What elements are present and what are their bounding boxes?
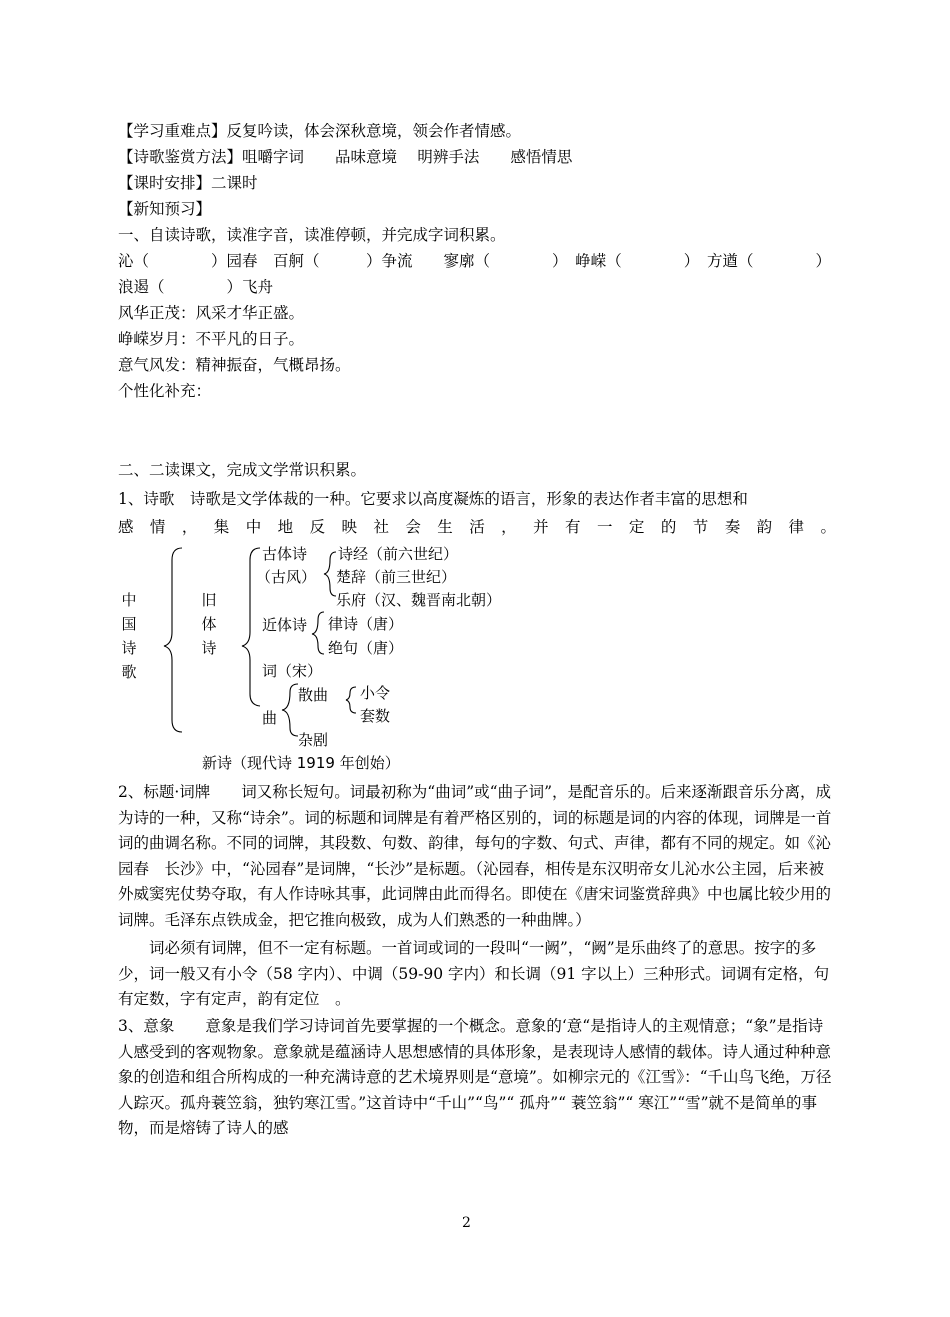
- tree-ci-label: 词（宋）: [262, 662, 323, 680]
- tree-chuci-label: 楚辞（前三世纪）: [336, 568, 457, 586]
- tree-sanqu-label: 散曲: [298, 686, 329, 704]
- brace-jinti: [312, 612, 324, 654]
- section-one-heading: 一、自读诗歌，读准字音，读准停顿，并完成字词积累。: [118, 226, 506, 244]
- preview-heading: 【新知预习】: [118, 200, 212, 218]
- tree-yuefu-label: 乐府（汉、魏晋南北朝）: [336, 591, 502, 609]
- poetry-classification-diagram: [110, 540, 570, 775]
- poetry-intro-line-1: 1、诗歌 诗歌是文学体裁的一种。它要求以高度凝炼的语言，形象的表达作者丰富的思想和: [118, 490, 748, 508]
- tree-qu-label: 曲: [262, 709, 278, 727]
- vocab-item: 峥嵘岁月：不平凡的日子。: [118, 330, 305, 348]
- appreciation-method-line: 【诗歌鉴赏方法】咀嚼字词 品味意境 明辨手法 感悟情思: [118, 148, 573, 166]
- personal-supplement-label: 个性化补充：: [118, 382, 212, 400]
- tree-zaju-label: 杂剧: [298, 731, 329, 749]
- ci-title-paragraph: 2、标题·词牌 词又称长短句。词最初称为“曲词”或“曲子词”，是配音乐的。后来逐渐跟音乐分离，成为诗的一种，又称“诗余”。词的标题和词牌是有着严格区别的，词的标题是词的内容的体现，词牌是一首词的曲调名称。不同的词牌，其段数、句数、韵律，每句的字数、句式、声律，都有不同的规定。如《沁园春 长沙》中，“沁园春”是词牌，“长沙”是标题。（沁园春，相传是东汉明帝女儿沁水公主园，后来被外威窦宪仗势夺取，有人作诗咏其事，此词牌由此而得名。即使在《唐宋词鉴赏辞典》中也属比较少用的词牌。毛泽东点铁成金，把它推向极致，成为人们熟悉的一种曲牌。）: [118, 783, 832, 929]
- vocab-item: 意气风发：精神振奋，气概昂扬。: [118, 356, 351, 374]
- brace-qu: [282, 684, 298, 736]
- ci-rules-paragraph: 词必须有词牌，但不一定有标题。一首词或词的一段叫“一阙”，“阙”是乐曲终了的意思。按字的多少，词一般又有小令（58 字内）、中调（59-90 字内）和长调（91 字以上）三种形式。词调有定格，句有定数，字有定声，韵有定位 。: [118, 939, 830, 1008]
- tree-guti-label: 古体诗: [262, 545, 308, 563]
- tree-jueju-label: 绝句（唐）: [328, 639, 404, 657]
- tree-gufeng-label: （古风）: [256, 568, 317, 586]
- brace-guti: [324, 552, 336, 596]
- tree-xiaoling-label: 小令: [360, 684, 391, 702]
- schedule-line: 【课时安排】二课时: [118, 174, 258, 192]
- tree-lvshi-label: 律诗（唐）: [328, 615, 404, 633]
- tree-shijing-label: 诗经（前六世纪）: [338, 545, 459, 563]
- poetry-intro-line-2: 感情，集中地反映社会生活，并有一定的节奏韵律。: [118, 518, 836, 536]
- vocab-item: 风华正茂：风采才华正盛。: [118, 304, 305, 322]
- tree-root-label: 中国诗歌: [121, 591, 137, 681]
- tree-xinshi-label: 新诗（现代诗 1919 年创始）: [202, 754, 400, 772]
- section-two-heading: 二、二读课文，完成文学常识积累。: [118, 461, 367, 479]
- tree-jinti-label: 近体诗: [262, 616, 308, 634]
- brace-root: [164, 548, 182, 732]
- imagery-paragraph: 3、意象 意象是我们学习诗词首先要掌握的一个概念。意象的‘意“是指诗人的主观情意；“象”是指诗人感受到的客观物象。意象就是蕴涵诗人思想感情的具体形象，是表现诗人感情的载体。诗人通过种种意象的创造和组合所构成的一种充满诗意的艺术境界则是“意境”。如柳宗元的《江雪》：“千山鸟飞绝，万径人踪灭。孤舟蓑笠翁，独钓寒江雪。”这首诗中“千山”“鸟”“ 孤舟”“ 蓑笠翁”“ 寒江”“雪”就不是简单的事物，而是熔铸了诗人的感: [118, 1017, 832, 1137]
- tree-old-poetry-label: 旧体诗: [201, 591, 217, 657]
- brace-sanqu: [346, 687, 356, 713]
- page-number: 2: [462, 1215, 471, 1231]
- pronunciation-exercise-line-2: 浪遏（ ）飞舟: [118, 278, 274, 296]
- key-points-line: 【学习重难点】反复吟读，体会深秋意境，领会作者情感。: [118, 122, 522, 140]
- tree-taoshu-label: 套数: [360, 707, 391, 725]
- pronunciation-exercise-line: 沁（ ）园春 百舸（ ）争流 寥廓（ ） 峥嵘（ ） 方遒（ ）: [118, 252, 832, 270]
